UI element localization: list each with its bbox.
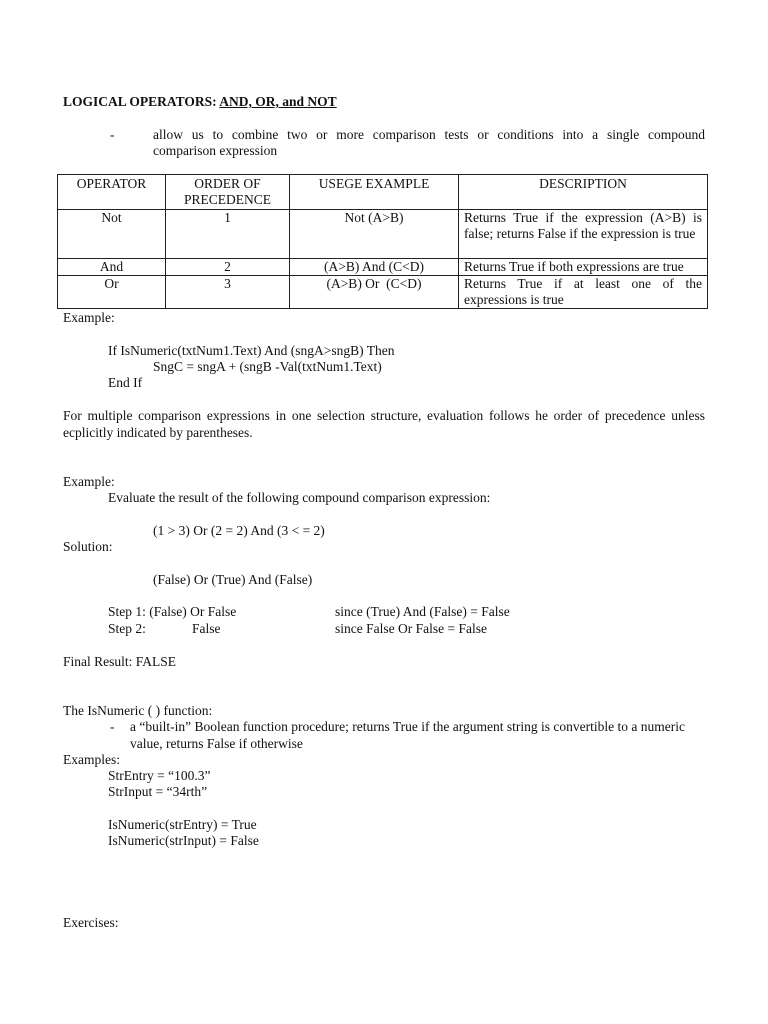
isnumeric-desc-line-2: value, returns False if otherwise xyxy=(130,736,303,751)
example2-label: Example: xyxy=(63,474,115,489)
cell-order: 2 xyxy=(166,259,290,276)
examples-label: Examples: xyxy=(63,752,120,767)
title-operators: AND, OR, and NOT xyxy=(219,94,337,109)
cell-example: (A>B) And (C<D) xyxy=(290,259,459,276)
table-row xyxy=(58,259,708,276)
code-line-assign: SngC = sngA + (sngB -Val(txtNum1.Text) xyxy=(153,359,382,374)
cell-description: Returns True if both expressions are true xyxy=(459,259,708,276)
compound-expression: (1 > 3) Or (2 = 2) And (3 < = 2) xyxy=(153,523,325,538)
title-prefix: LOGICAL OPERATORS: xyxy=(63,94,220,109)
intro-bullet: - xyxy=(110,127,115,142)
header-order: ORDER OF PRECEDENCE xyxy=(166,175,290,210)
header-operator: OPERATOR xyxy=(58,175,166,210)
table-row xyxy=(58,276,708,309)
intro-line-1: allow us to combine two or more comparison tests or conditions into a single compound xyxy=(153,127,705,142)
cell-order: 3 xyxy=(166,276,290,309)
cell-operator: Or xyxy=(58,276,166,309)
result-strinput: IsNumeric(strInput) = False xyxy=(108,833,259,848)
example-strinput: StrInput = “34rth” xyxy=(108,784,208,799)
table-row xyxy=(58,210,708,259)
exercises-label: Exercises: xyxy=(63,915,119,930)
isnumeric-desc-line-1: a “built-in” Boolean function procedure; returns True if the argument string is convertible to a numeric xyxy=(130,719,685,734)
step2-note: since False Or False = False xyxy=(335,621,487,636)
cell-example: (A>B) Or (C<D) xyxy=(290,276,459,309)
result-strentry: IsNumeric(strEntry) = True xyxy=(108,817,257,832)
example-label: Example: xyxy=(63,310,115,325)
isnumeric-title: The IsNumeric ( ) function: xyxy=(63,703,213,718)
step1-note: since (True) And (False) = False xyxy=(335,604,510,619)
operators-table xyxy=(57,174,708,309)
code-line-if: If IsNumeric(txtNum1.Text) And (sngA>sngB) Then xyxy=(108,343,395,358)
final-result: Final Result: FALSE xyxy=(63,654,177,669)
step2-value: False xyxy=(192,621,221,636)
header-example: USEGE EXAMPLE xyxy=(290,175,459,210)
example-strentry: StrEntry = “100.3” xyxy=(108,768,211,783)
isnumeric-bullet: - xyxy=(110,719,115,734)
precedence-paragraph-line-2: ecplicitly indicated by parentheses. xyxy=(63,425,253,440)
cell-operator: And xyxy=(58,259,166,276)
cell-description: Returns True if at least one of the expressions is true xyxy=(459,276,708,309)
cell-operator: Not xyxy=(58,210,166,259)
table-header-row xyxy=(58,175,708,210)
cell-order: 1 xyxy=(166,210,290,259)
cell-description: Returns True if the expression (A>B) is false; returns False if the expression is true xyxy=(459,210,708,259)
precedence-paragraph-line-1: For multiple comparison expressions in one selection structure, evaluation follows he order of precedence unless xyxy=(63,408,705,423)
step2-label: Step 2: xyxy=(108,621,146,636)
page-title xyxy=(63,94,337,110)
cell-example: Not (A>B) xyxy=(290,210,459,259)
solution-label: Solution: xyxy=(63,539,113,554)
substituted-expression: (False) Or (True) And (False) xyxy=(153,572,313,587)
example2-instruction: Evaluate the result of the following compound comparison expression: xyxy=(108,490,491,505)
step1-label: Step 1: (False) Or False xyxy=(108,604,237,619)
intro-line-2: comparison expression xyxy=(153,143,278,158)
code-line-endif: End If xyxy=(108,375,143,390)
header-description: DESCRIPTION xyxy=(459,175,708,210)
